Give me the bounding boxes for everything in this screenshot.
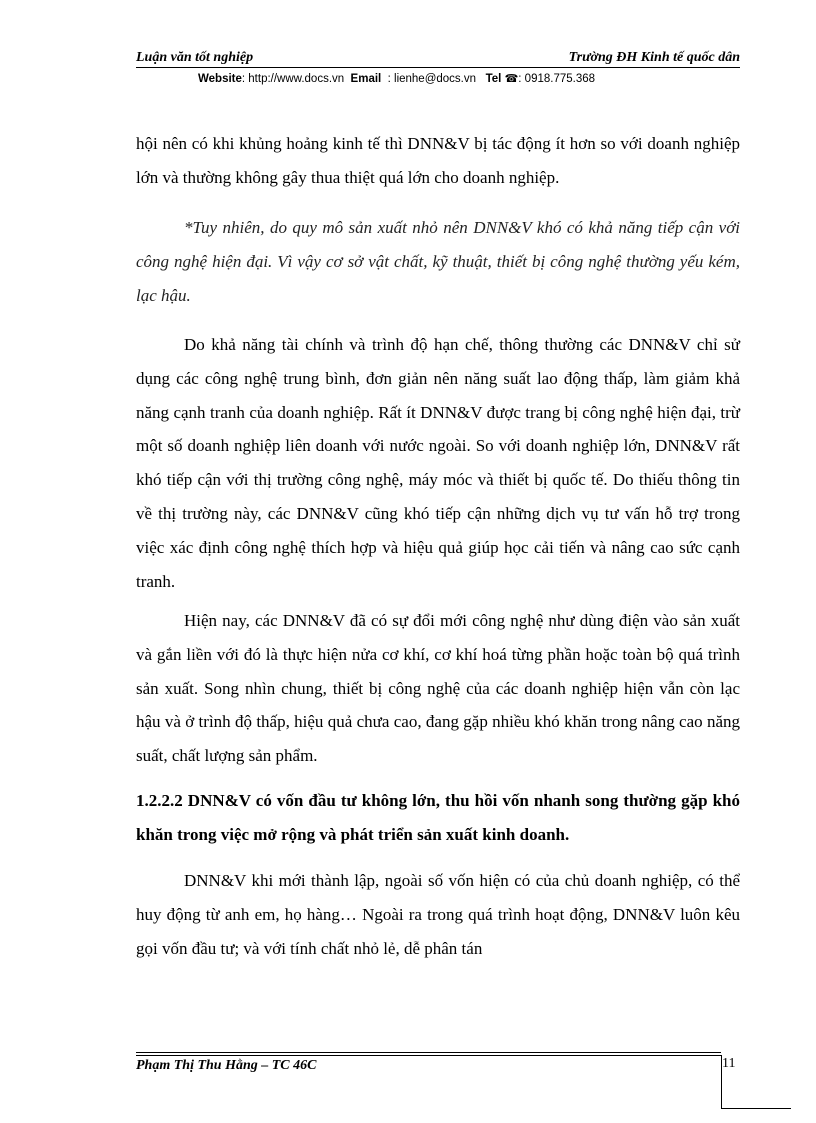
footer-author: Phạm Thị Thu Hằng – TC 46C [136, 1058, 317, 1073]
paragraph-2: *Tuy nhiên, do quy mô sản xuất nhỏ nên DNN&V khó có khả năng tiếp cận với công nghệ hiện đại. Vì vậy cơ sở vật chất, kỹ thuật, thiết bị công nghệ thường yếu kém, lạc hậu. [136, 218, 740, 305]
paragraph-3: Do khả năng tài chính và trình độ hạn chế, thông thường các DNN&V chỉ sử dụng các công nghệ trung bình, đơn giản nên năng suất lao động thấp, làm giảm khả năng cạnh tranh của doanh nghiệp. Rất ít DNN&V được trang bị công nghệ hiện đại, trừ một số doanh nghiệp liên doanh với nước ngoài. So với doanh nghiệp lớn, DNN&V rất khó tiếp cận với thị trường công nghệ, máy móc và thiết bị quốc tế. Do thiếu thông tin về thị trường này, các DNN&V cũng khó tiếp cận những dịch vụ tư vấn hỗ trợ trong việc xác định công nghệ thích hợp và hiệu quả giúp học cải tiến và nâng cao sức cạnh tranh. [136, 335, 740, 591]
paragraph-4: Hiện nay, các DNN&V đã có sự đổi mới công nghệ như dùng điện vào sản xuất và gắn liền với đó là thực hiện nửa cơ khí, cơ khí hoá từng phần hoặc toàn bộ quá trình sản xuất. Song nhìn chung, thiết bị công nghệ của các doanh nghiệp hiện vẫn còn lạc hậu và ở trình độ thấp, hiệu quả chưa cao, đang gặp nhiều khó khăn trong nâng cao năng suất, chất lượng sản phẩm. [136, 611, 740, 766]
email-label: Email [350, 73, 382, 85]
tel-value: : 0918.775.368 [518, 73, 596, 85]
header-rule [136, 67, 740, 68]
footer-rule-top [136, 1052, 721, 1053]
paragraph-6: DNN&V khi mới thành lập, ngoài số vốn hiện có của chủ doanh nghiệp, có thể huy động từ anh em, họ hàng… Ngoài ra trong quá trình hoạt động, DNN&V luôn kêu gọi vốn đầu tư; và với tính chất nhỏ lẻ, dễ phân tán [136, 871, 740, 958]
paragraph-innovation [136, 604, 740, 773]
section-heading-text: 1.2.2.2 DNN&V có vốn đầu tư không lớn, thu hồi vốn nhanh song thường gặp khó khăn trong việc mở rộng và phát triển sản xuất kinh doanh. [136, 791, 740, 844]
paragraph-continuation [136, 127, 740, 195]
paragraph-1: hội nên có khi khủng hoảng kinh tế thì DNN&V bị tác động ít hơn so với doanh nghiệp lớn và thường không gây thua thiệt quá lớn cho doanh nghiệp. [136, 134, 740, 187]
tel-label: Tel [485, 73, 502, 85]
email-value: : lienhe@docs.vn [387, 73, 477, 85]
header-contact-line [198, 72, 595, 85]
phone-icon: ☎ [504, 73, 519, 85]
website-value: : http://www.docs.vn [241, 73, 345, 85]
section-heading [136, 784, 740, 852]
footer-page-box-bottom [721, 1108, 791, 1109]
footer-rule-bottom [136, 1055, 721, 1056]
paragraph-italic-note [136, 211, 740, 312]
paragraph-technology [136, 328, 740, 598]
header-thesis-title: Luận văn tốt nghiệp [136, 50, 254, 65]
header-university: Trường ĐH Kinh tế quốc dân [568, 50, 740, 65]
paragraph-capital [136, 864, 740, 965]
website-label: Website [198, 73, 242, 85]
page-number: 11 [722, 1056, 736, 1071]
